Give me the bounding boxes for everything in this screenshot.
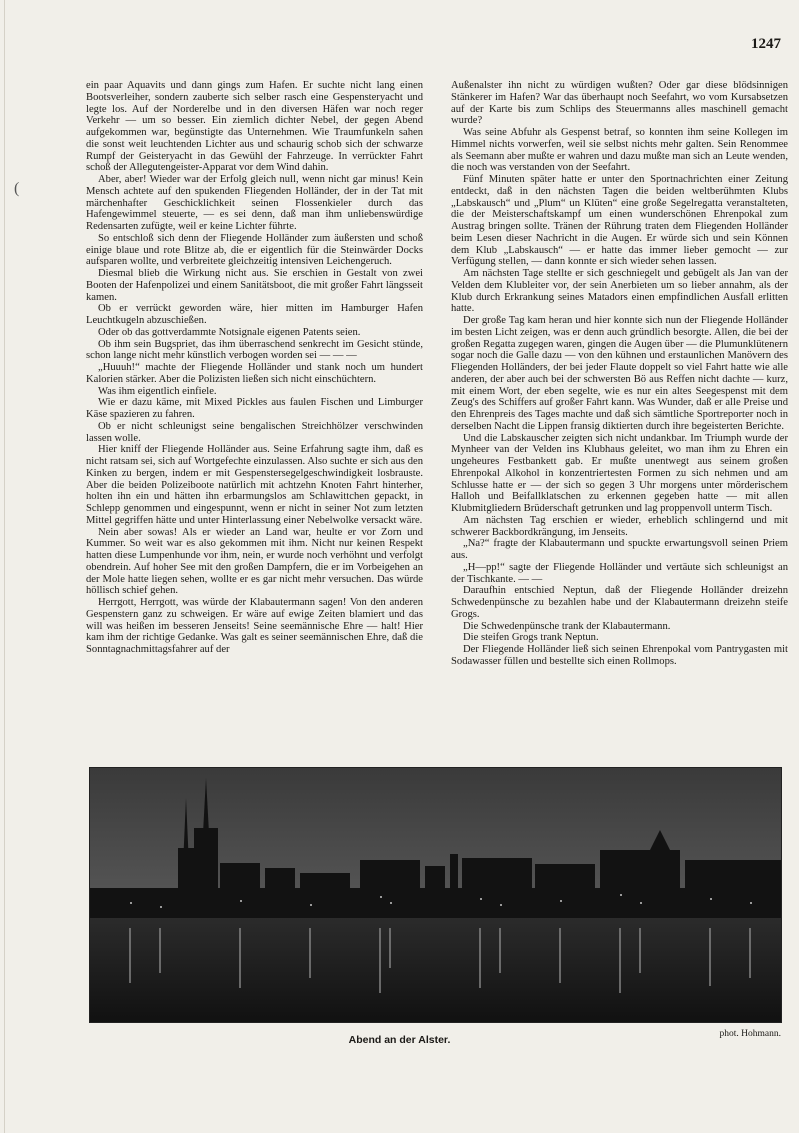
text-columns	[86, 80, 788, 668]
paragraph: „Na?“ fragte der Klabautermann und spuckte erwartungsvoll seinen Priem aus.	[451, 538, 788, 561]
left-column	[86, 80, 423, 668]
paragraph: Wie er dazu käme, mit Mixed Pickles aus faulen Fischen und Limburger Käse spazieren zu fahren.	[86, 397, 423, 420]
paragraph: So entschloß sich denn der Fliegende Holländer zum äußersten und schoß einige blaue und rote Blitze ab, die er eigentlich für die Steinwärder Docks aufsparen wollte, und verbreitete gleichzeitig intensiven Leichengeruch.	[86, 232, 423, 268]
paragraph: Ob ihm sein Bugspriet, das ihm überraschend senkrecht im Gesicht stünde, schon lange nicht mehr künstlich verbogen worden sei — — —	[86, 338, 423, 362]
margin-mark: (	[14, 180, 20, 197]
paragraph: Die Schwedenpünsche trank der Klabautermann.	[463, 620, 671, 632]
page-fold-line	[4, 0, 5, 1133]
paragraph: Fünf Minuten später hatte er unter den Sportnachrichten einer Zeitung entdeckt, daß in den nächsten Tagen die beiden weltberühmten Klubs „Labskausch“ und „Plum“ un Klüten“ eine große Segelregatta veranstalteten, die der Meisterschaftskampf um einen wunderschönen Ehrenpokal zum Austrag bringen sollte. Tränen der Rührung traten dem Fliegenden Holländer beim Lesen dieser Nachricht in die Augen. Er würde sich und sein Können dem Klub „Labskausch“ — er hatte das immer lieber gemocht — zur Verfügung stellen, — dann konnte er sich wieder sehen lassen.	[451, 174, 788, 268]
paragraph: Nein aber sowas! Als er wieder an Land war, heulte er vor Zorn und Kummer. So weit war es also gekommen mit ihm. Nicht nur keinen Respekt hatten diese Lumpenhunde vor ihm, nein, er wurde noch verhöhnt und verfolgt obendrein. Auf hoher See mit den großen Dampfern, die er im Vorbeigehen an der Mole hatte liegen sehen, wollte er es gar nicht mehr versuchen. Das würde höllisch schief gehen.	[86, 526, 423, 597]
paragraph: Am nächsten Tage stellte er sich geschniegelt und gebügelt als Jan van der Velden dem Klubleiter vor, der sein Anerbieten um so lieber annahm, als der Klub durch Erkrankung seines Matadors einen empfindlichen Ausfall erlitten hatte.	[451, 268, 788, 315]
paragraph: Oder ob das gottverdammte Notsignale eigenen Patents seien.	[98, 326, 361, 338]
paragraph: Daraufhin entschied Neptun, daß der Fliegende Holländer dreizehn Schwedenpünsche zu bezahlen habe und der Klabautermann dreizehn steife Grogs.	[451, 585, 788, 620]
paragraph: Diesmal blieb die Wirkung nicht aus. Sie erschien in Gestalt von zwei Booten der Hafenpolizei und einem Sanitätsboot, die mit großer Fahrt längsseit kamen.	[86, 268, 423, 303]
paragraph: Hier kniff der Fliegende Holländer aus. Seine Erfahrung sagte ihm, daß es nicht ratsam sei, sich auf Wortgefechte einzulassen. Also suchte er sich aus den Kinken zu bergen, indem er mit Gespenstersegelgeschwindigkeit losbrauste. Aber die beiden Polizeiboote natürlich mit achtzehn Knoten Fahrt hinterher, holten ihn ein und hätten ihn erbarmungslos am Schlawittchen gepackt, in Schlepp genommen und eingespunnt, wenn er nicht in seiner Not zum letzten Mittel gegriffen hätte und unter Hinterlassung einer Nebelwolke versackt wäre.	[86, 444, 423, 526]
paragraph: Ob er verrückt geworden wäre, hier mitten im Hamburger Hafen Leuchtkugeln abzuschießen.	[86, 303, 423, 326]
paragraph: Die steifen Grogs trank Neptun.	[463, 632, 599, 644]
paragraph: Am nächsten Tag erschien er wieder, erheblich schlingernd und mit schwerer Backbordkrängung, im Jenseits.	[451, 514, 788, 538]
right-column	[451, 80, 788, 668]
paragraph: „Huuuh!“ machte der Fliegende Holländer und stank noch um hundert Kalorien stärker. Aber die Polizisten ließen sich nicht einschüchtern.	[86, 362, 423, 385]
paragraph: ein paar Aquavits und dann gings zum Hafen. Er suchte nicht lang einen Bootsverleiher, sondern zauberte sich selber rasch eine Gespensteryacht und legte los. Auf der Norderelbe und in den diversen Häfen war noch reger Verkehr — um so besser. Ein ziemlich dichter Nebel, der gegen Abend aufgekommen war, begünstigte das Unternehmen. Wie Traumfunkeln sahen die sonst weit leuchtenden Lichter aus und schaurig schob sich der schwarze Rumpf der Geisteryacht in das Gewühl der Fahrzeuge. In verrückter Fahrt schoß der Allegutengeister-Apparat vor dem Wind dahin.	[86, 80, 423, 174]
paragraph: „H—pp!“ sagte der Fliegende Holländer und vertäute sich schleunigst an der Tischkante. — —	[451, 561, 788, 585]
paragraph: Außenalster ihn nicht zu würdigen wußten? Oder gar diese blödsinnigen Stänkerer im Hafen? War das überhaupt noch Seefahrt, wo vom Kursabsetzen auf der Karte bis zum Schlips des Steuermanns alles maschinell gemacht wurde?	[451, 80, 788, 127]
alster-water	[90, 918, 781, 1022]
night-skyline-image	[90, 768, 781, 1022]
paragraph: Und die Labskauscher zeigten sich nicht undankbar. Im Triumph wurde der Mynheer van der Velden ins Klubhaus geleitet, wo man ihm zu Ehren ein ungeheures Festbankett gab. Er mußte unentwegt aus seinem großen Ehrenpokal Alkohol in konzentriertesten Formen zu sich nehmen und am Schlusse hatte er — der sich so gegen 3 Uhr morgens unter mörderischem Halloh und Beifallklatschen zu erkennen gegeben hatte — mit allen Klubmitgliedern Brüderschaft getrunken und lag proppenvoll unterm Tisch.	[451, 432, 788, 514]
photo-abend-an-der-alster	[89, 767, 782, 1023]
photo-credit: phot. Hohmann.	[719, 1029, 781, 1039]
photo-caption: Abend an der Alster.	[348, 1034, 451, 1046]
paragraph: Ob er nicht schleunigst seine bengalischen Streichhölzer verschwinden lassen wolle.	[86, 420, 423, 444]
paragraph: Der Fliegende Holländer ließ sich seinen Ehrenpokal vom Pantrygasten mit Sodawasser füllen und bestellte sich einen Rollmops.	[451, 644, 788, 667]
paragraph: Herrgott, Herrgott, was würde der Klabautermann sagen! Von den anderen Gespenstern ganz zu schweigen. Er wäre auf ewige Zeiten blamiert und das will was heißen im besseren Jenseits! Seine seemännische Ehre — halt! Hier kam ihm der richtige Gedanke. Was galt es seiner seemännischen Ehre, daß die Sonntagnachmittagsfahrer auf der	[86, 597, 423, 655]
paragraph: Der große Tag kam heran und hier konnte sich nun der Fliegende Holländer im besten Licht zeigen, was er denn auch gründlich besorgte. Allen, die bei der großen Regatta zugegen waren, gingen die Augen über — die Plumunklütenern sogar noch die Galle dazu — von den kühnen und erstaunlichen Manövern des Fliegenden Holländers, der bei jeder Flaute doppelt so viel Fahrt hatte wie alle anderen, der aber auch bei der schwersten Bö aus Reffen nicht dachte — kurz, mit einem Wort, der eben segelte, wie es nur ein altes Seegespenst mit dem Zeug's des Schiffers auf großer Fahrt kann. Was Wunder, daß er alle Preise und den Ehrenpreis des Tages machte und daß sich sämtliche Sportreporter noch in derselben Nacht die Lippen fransig diktierten durch ihre begeisterten Berichte.	[451, 315, 788, 432]
paragraph: Was seine Abfuhr als Gespenst betraf, so konnten ihm seine Kollegen im Himmel nichts vorwerfen, weil sie selbst nichts mehr galten. Sein Renommee als Seemann aber mußte er wahren und dazu mußte man sich an Leute wenden, die noch was verstanden von der Seefahrt.	[451, 127, 788, 174]
paragraph: Aber, aber! Wieder war der Erfolg gleich null, wenn nicht gar minus! Kein Mensch achtete auf den spukenden Fliegenden Holländer, der in der Tat mit märchenhafter Geschicklichkeit seinen Flossenkieler durch das Hafengewimmel steuerte, — es sei denn, daß man ihm unliebenswürdige Redensarten zufügte, weil er keine Lichter führte.	[86, 174, 423, 232]
paragraph: Was ihm eigentlich einfiele.	[98, 385, 217, 397]
page-number: 1247	[751, 36, 781, 52]
